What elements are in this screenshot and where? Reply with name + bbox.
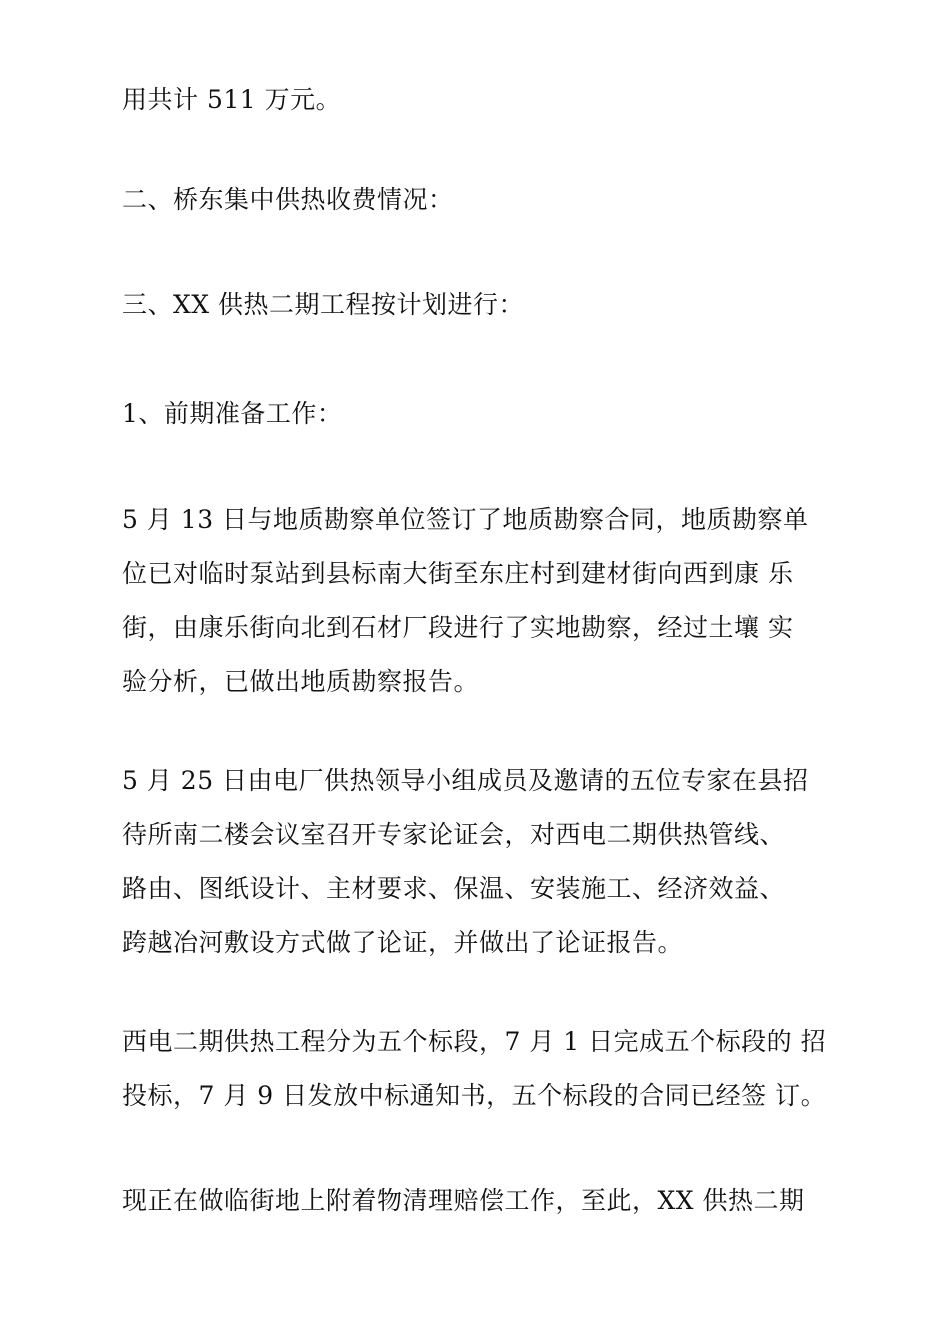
text-line: 三、XX 供热二期工程按计划进行： — [122, 290, 525, 319]
text-line: 跨越冶河敷设方式做了论证，并做出了论证报告。 — [122, 928, 684, 957]
heading-section-three — [122, 278, 832, 332]
paragraph-bidding — [122, 1015, 832, 1123]
paragraph-clearance — [122, 1174, 832, 1228]
text-line: 投标，7 月 9 日发放中标通知书，五个标段的合同已经签 订。 — [122, 1081, 827, 1110]
heading-section-two — [122, 173, 832, 227]
paragraph-expert-review — [122, 754, 832, 970]
text-line: 5 月 13 日与地质勘察单位签订了地质勘察合同，地质勘察单 — [122, 505, 809, 534]
heading-subsection-one — [122, 387, 832, 441]
text-line: 待所南二楼会议室召开专家论证会，对西电二期供热管线、 — [122, 820, 786, 849]
text-line: 街，由康乐街向北到石材厂段进行了实地勘察，经过土壤 实 — [122, 613, 794, 642]
text-line: 路由、图纸设计、主材要求、保温、安装施工、经济效益、 — [122, 874, 786, 903]
paragraph-geological-survey — [122, 493, 832, 709]
text-line: 位已对临时泵站到县标南大街至东庄村到建材街向西到康 乐 — [122, 559, 794, 588]
text-line: 验分析，已做出地质勘察报告。 — [122, 667, 480, 696]
text-line: 现正在做临街地上附着物清理赔偿工作，至此，XX 供热二期 — [122, 1186, 805, 1215]
text-line: 用共计 511 万元。 — [122, 85, 342, 114]
text-line: 5 月 25 日由电厂供热领导小组成员及邀请的五位专家在县招 — [122, 766, 809, 795]
text-line: 二、桥东集中供热收费情况： — [122, 185, 454, 214]
paragraph-cost-total — [122, 73, 832, 127]
text-line: 西电二期供热工程分为五个标段，7 月 1 日完成五个标段的 招 — [122, 1027, 827, 1056]
text-line: 1、前期准备工作： — [122, 399, 343, 428]
